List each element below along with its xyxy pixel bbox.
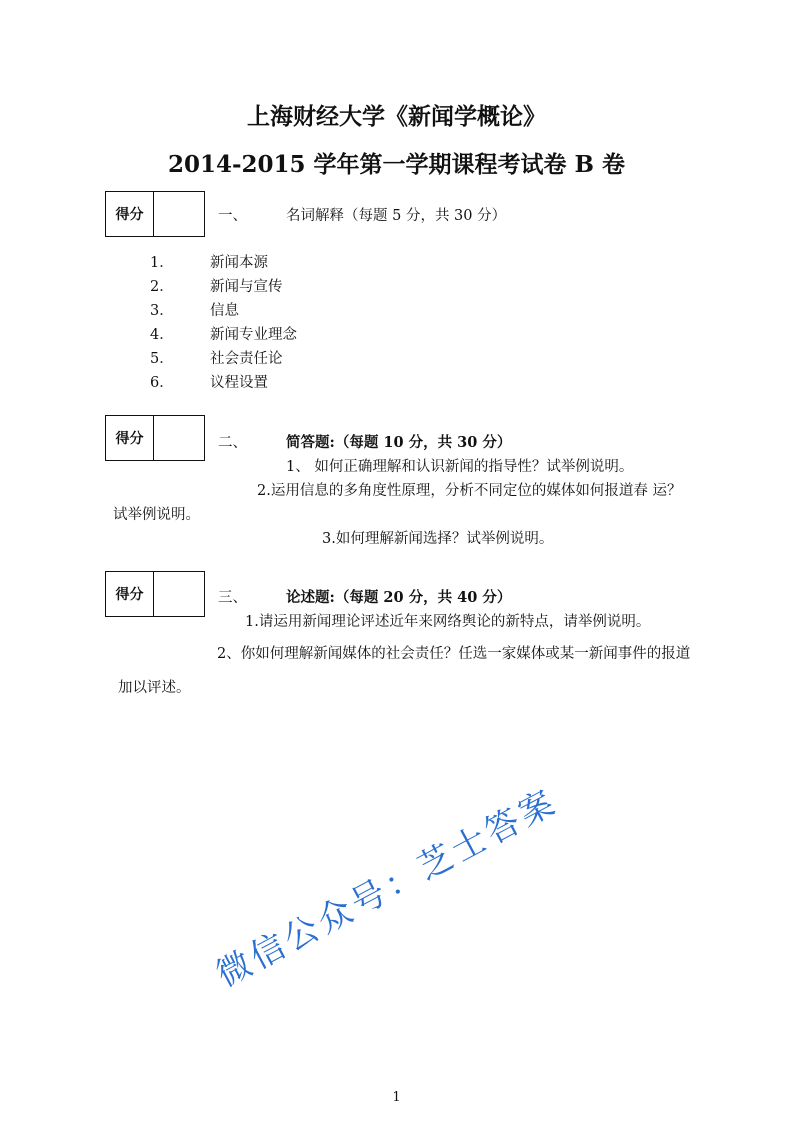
section1-item bbox=[150, 371, 268, 392]
score-box-3 bbox=[105, 571, 205, 617]
score-label: 得分 bbox=[106, 416, 154, 460]
section1-number: 一、 bbox=[218, 208, 247, 224]
item-text: 新闻本源 bbox=[210, 255, 268, 271]
item-number: 3． bbox=[150, 303, 174, 319]
item-number: 5． bbox=[150, 351, 174, 367]
section1-item bbox=[150, 275, 283, 296]
section1-item bbox=[150, 347, 283, 368]
section3-heading: 论述题:（每题 20 分，共 40 分） bbox=[286, 589, 512, 606]
section2-question-3: 3.如何理解新闻选择？试举例说明。 bbox=[322, 531, 554, 547]
item-text: 社会责任论 bbox=[210, 351, 283, 367]
page-number: 1 bbox=[392, 1090, 401, 1105]
score-box-1 bbox=[105, 191, 205, 237]
item-number: 1． bbox=[150, 255, 174, 271]
exam-title: 上海财经大学《新闻学概论》 bbox=[247, 103, 546, 130]
item-text: 议程设置 bbox=[210, 375, 268, 391]
section3-question-2: 2、你如何理解新闻媒体的社会责任？任选一家媒体或某一新闻事件的报道 bbox=[217, 646, 691, 662]
score-label: 得分 bbox=[106, 572, 154, 616]
score-value-cell bbox=[154, 416, 204, 460]
section3-question-1: 1.请运用新闻理论评述近年来网络舆论的新特点，请举例说明。 bbox=[245, 614, 651, 630]
item-number: 6． bbox=[150, 375, 174, 391]
section2-heading: 简答题:（每题 10 分，共 30 分） bbox=[286, 434, 512, 451]
item-text: 新闻与宣传 bbox=[210, 279, 283, 295]
section2-number: 二、 bbox=[218, 435, 247, 451]
item-text: 新闻专业理念 bbox=[210, 327, 297, 343]
section2-question-2-cont: 试举例说明。 bbox=[113, 507, 200, 523]
item-number: 2． bbox=[150, 279, 174, 295]
score-value-cell bbox=[154, 192, 204, 236]
section3-question-2-cont: 加以评述。 bbox=[118, 680, 191, 696]
score-label: 得分 bbox=[106, 192, 154, 236]
section1-item bbox=[150, 251, 268, 272]
exam-subtitle: 2014-2015 学年第一学期课程考试卷 B 卷 bbox=[167, 151, 626, 178]
watermark: 微信公众号：芝士答案 bbox=[210, 781, 565, 996]
section3-number: 三、 bbox=[218, 590, 247, 606]
item-text: 信息 bbox=[210, 303, 239, 319]
section2-question-1: 1、 如何正确理解和认识新闻的指导性？试举例说明。 bbox=[286, 459, 634, 475]
section1-item bbox=[150, 323, 297, 344]
section1-item bbox=[150, 299, 239, 320]
score-box-2 bbox=[105, 415, 205, 461]
item-number: 4． bbox=[150, 327, 174, 343]
score-value-cell bbox=[154, 572, 204, 616]
section2-question-2: 2.运用信息的多角度性原理，分析不同定位的媒体如何报道春 运？ bbox=[257, 483, 682, 499]
section1-heading: 名词解释（每题 5 分，共 30 分） bbox=[286, 208, 507, 224]
